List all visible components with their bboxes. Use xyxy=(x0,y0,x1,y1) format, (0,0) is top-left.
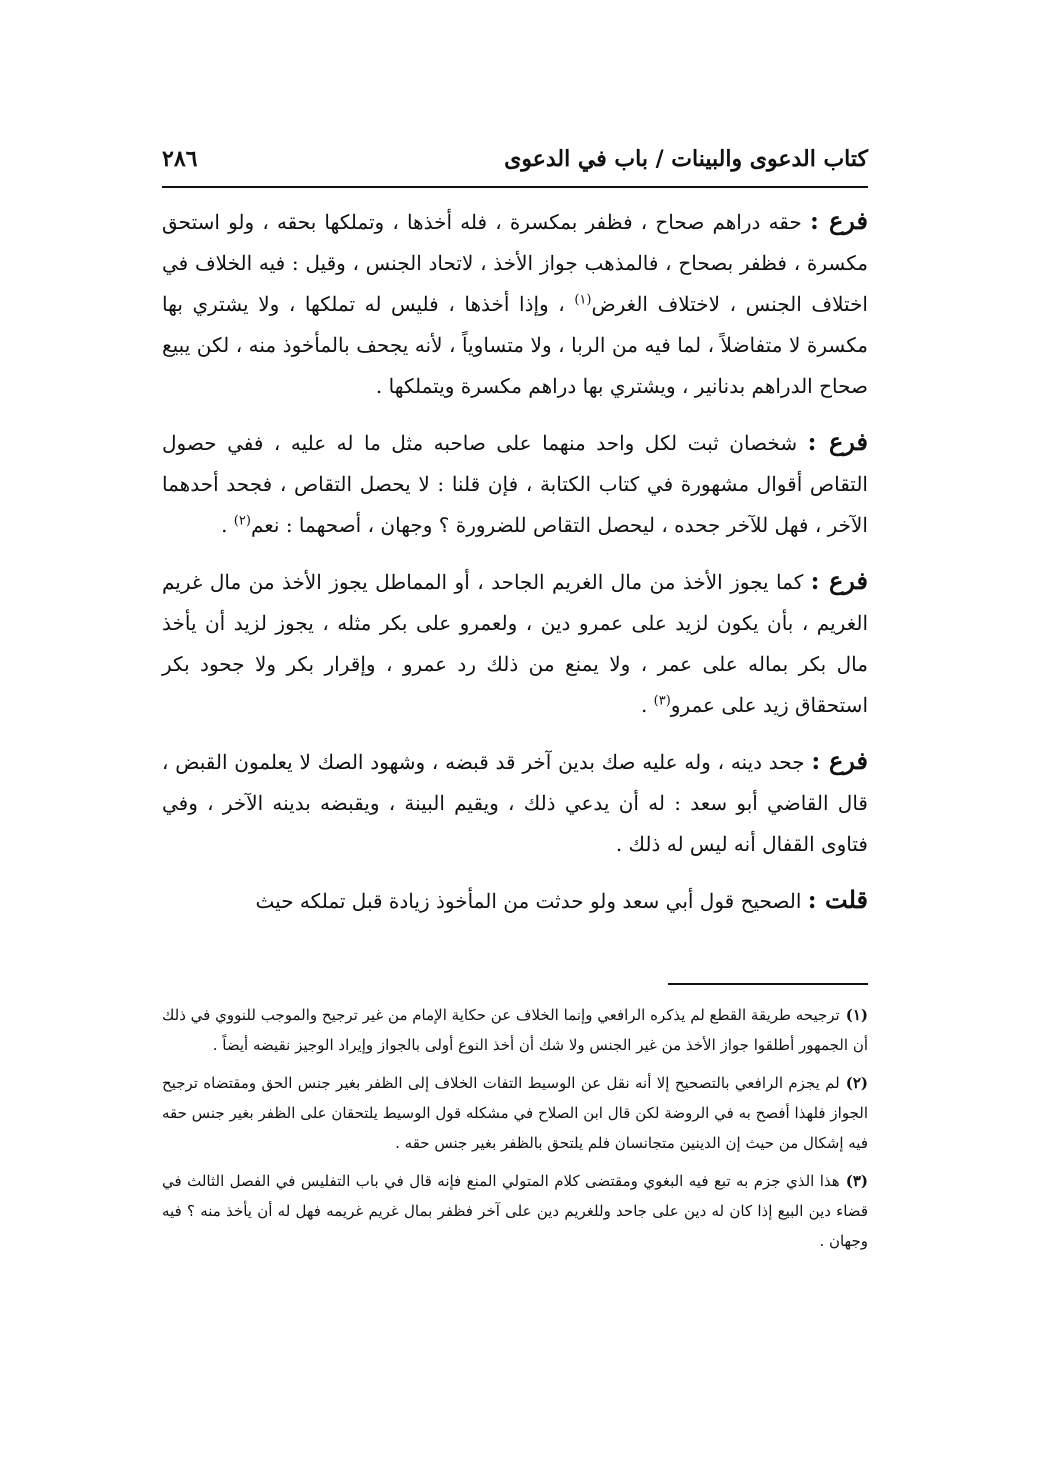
paragraph xyxy=(162,200,868,407)
footnote xyxy=(162,1166,868,1256)
footnotes xyxy=(162,1000,868,1264)
paragraph xyxy=(162,560,868,726)
paragraph-lead: فرع : xyxy=(810,566,869,595)
footnote-marker: (٣) xyxy=(845,1172,868,1190)
paragraph-lead: قلت : xyxy=(807,885,868,914)
chapter-title: كتاب الدعوى والبينات / باب في الدعوى xyxy=(504,146,868,172)
footnote-separator xyxy=(668,983,868,985)
paragraph-lead: فرع : xyxy=(809,206,869,235)
paragraph xyxy=(162,740,868,865)
footnote-marker: (١) xyxy=(845,1006,868,1024)
footnote-text: ترجيحه طريقة القطع لم يذكره الرافعي وإنما الخلاف عن حكاية الإمام من غير ترجيح والموجب للنووي في ذلك أن الجمهور أطلقوا جواز الأخذ من غير الجنس ولا شك أن أخذ النوع أولى بالجواز وإيراد الوجيز نقيضه أيضاً . xyxy=(162,1006,868,1054)
paragraph-tail: . xyxy=(640,693,648,717)
main-text xyxy=(162,200,868,936)
paragraph xyxy=(162,879,868,922)
header-rule xyxy=(162,186,868,188)
paragraph-text: جحد دينه ، وله عليه صك بدين آخر قد قبضه ، وشهود الصك لا يعلمون القبض ، قال القاضي أبو سعد : له أن يدعي ذلك ، ويقيم البينة ، ويقبضه بدينه الآخر ، وفي فتاوى القفال أنه ليس له ذلك . xyxy=(162,750,868,856)
paragraph-lead: فرع : xyxy=(811,746,869,775)
paragraph-tail: . xyxy=(221,513,228,537)
footnote-text: هذا الذي جزم به تبع فيه البغوي ومقتضى كلام المتولي المنع فإنه قال في باب التفليس في الفصل الثالث في قضاء دين البيع إذا كان له دين على جاحد وللغريم دين على آخر فظفر بمال غريم غريمه فهل له أن يأخذ منه ؟ فيه وجهان . xyxy=(162,1172,868,1250)
paragraph-lead: فرع : xyxy=(807,427,868,456)
footnote-ref[interactable]: (٢) xyxy=(233,513,251,529)
paragraph-tail: ، وإذا أخذها ، فليس له تملكها ، ولا يشتري بها مكسرة لا متفاضلاً ، لما فيه من الربا ، ولا متساوياً ، لأنه يجحف بالمأخوذ منه ، لكن يبيع صحاح الدراهم بدنانير ، ويشتري بها دراهم مكسرة ويتملكها . xyxy=(162,292,868,398)
paragraph-text: شخصان ثبت لكل واحد منهما على صاحبه مثل ما له عليه ، ففي حصول التقاص أقوال مشهورة في كتاب الكتابة ، فإن قلنا : لا يحصل التقاص ، فجحد أحدهما الآخر ، فهل للآخر جحده ، ليحصل التقاص للضرورة ؟ وجهان ، أصحهما : نعم xyxy=(162,431,868,537)
paragraph xyxy=(162,421,868,546)
paragraph-text: كما يجوز الأخذ من مال الغريم الجاحد ، أو المماطل يجوز الأخذ من مال غريم الغريم ، بأن يكون لزيد على عمرو دين ، ولعمرو على بكر مثله ، يجوز لزيد أن يأخذ مال بكر بماله على عمر ، ولا يمنع من ذلك رد عمرو ، وإقرار بكر ولا جحود بكر استحقاق زيد على عمرو xyxy=(162,570,868,717)
paragraph-text: حقه دراهم صحاح ، فظفر بمكسرة ، فله أخذها ، وتملكها بحقه ، ولو استحق مكسرة ، فظفر بصحاح ، فالمذهب جواز الأخذ ، لاتحاد الجنس ، وقيل : فيه الخلاف في اختلاف الجنس ، لاختلاف الغرض xyxy=(162,210,868,316)
footnote-ref[interactable]: (١) xyxy=(574,292,592,308)
footnote xyxy=(162,1068,868,1158)
footnote xyxy=(162,1000,868,1060)
footnote-ref[interactable]: (٣) xyxy=(653,693,671,709)
footnote-text: لم يجزم الرافعي بالتصحيح إلا أنه نقل عن الوسيط التفات الخلاف إلى الظفر بغير جنس الحق ومقتضاه ترجيح الجواز فلهذا أفصح به في الروضة لكن قال ابن الصلاح في مشكله قول الوسيط يلتحقان على الظفر بغير جنس حقه فيه إشكال من حيث إن الدينين متجانسان فلم يلتحق بالظفر بغير جنس حقه . xyxy=(162,1074,868,1152)
page-number: ٢٨٦ xyxy=(162,146,198,172)
running-header xyxy=(162,140,868,190)
paragraph-text: الصحيح قول أبي سعد ولو حدثت من المأخوذ زيادة قبل تملكه حيث xyxy=(255,889,802,913)
footnote-marker: (٢) xyxy=(845,1074,868,1092)
